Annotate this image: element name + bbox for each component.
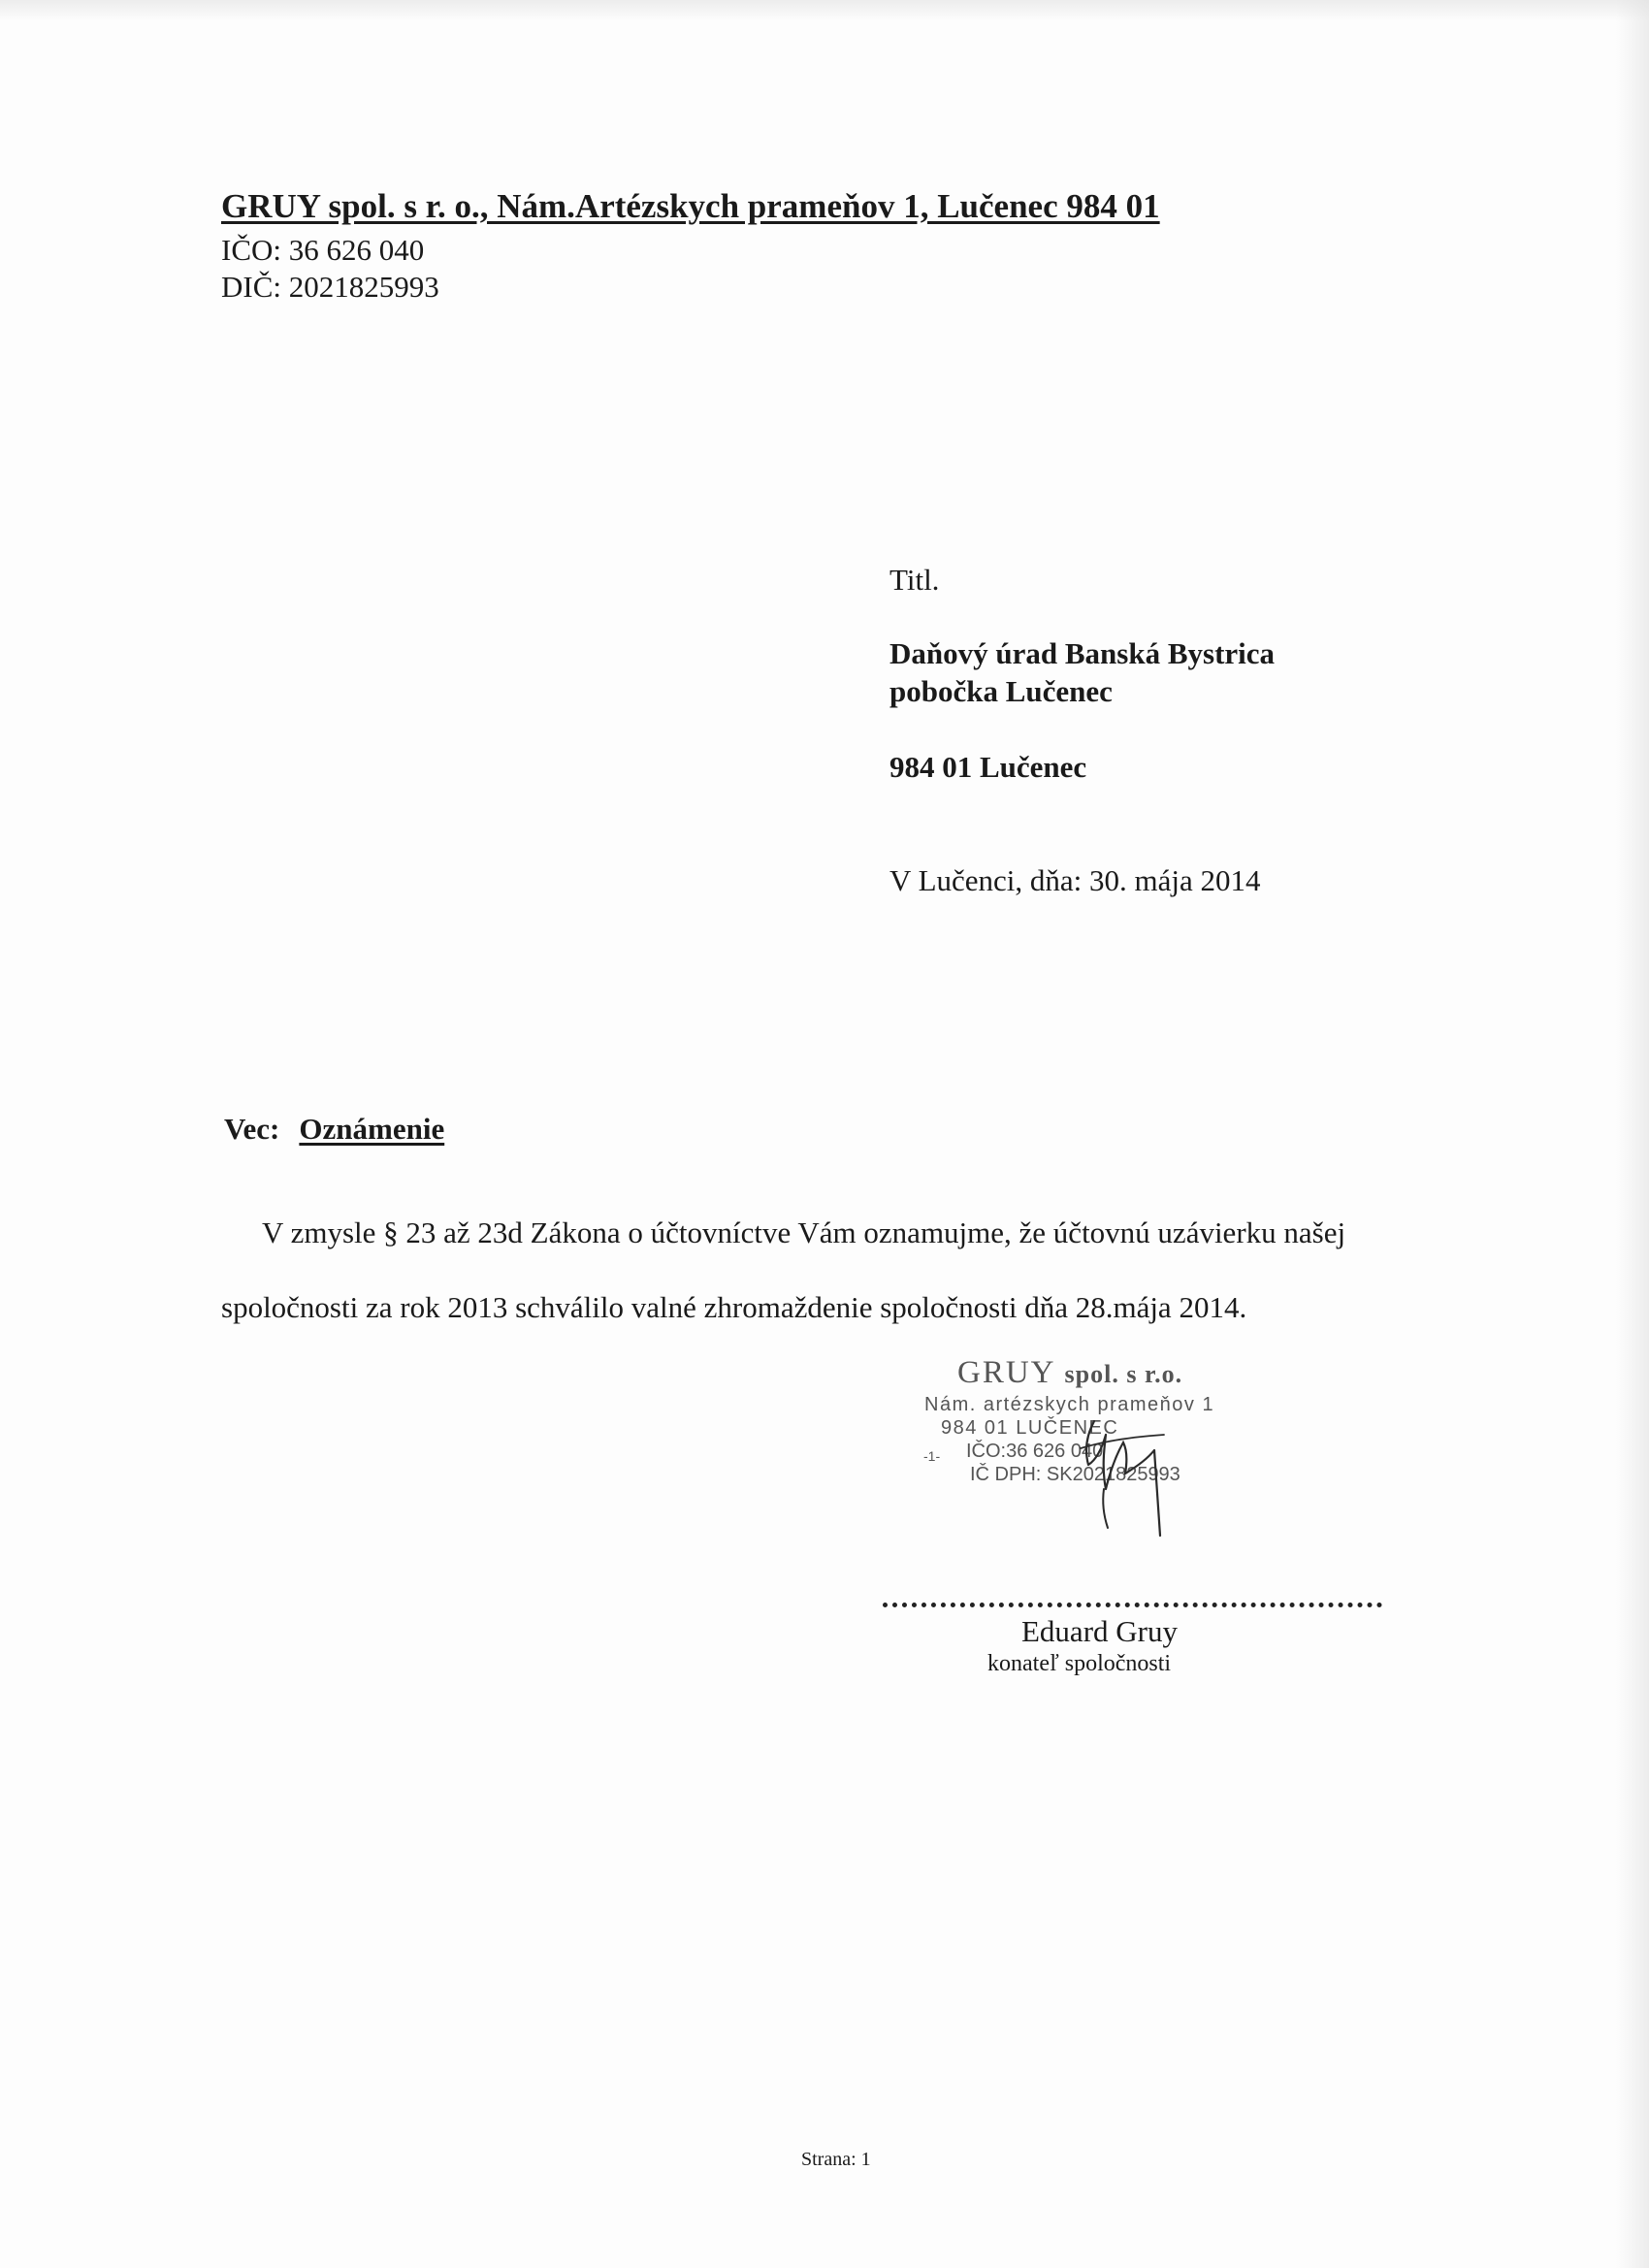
signer-name: Eduard Gruy <box>1021 1614 1178 1648</box>
stamp-side-mark: -1- <box>923 1448 941 1464</box>
handwritten-signature <box>1067 1392 1183 1538</box>
stamp-city: 984 01 LUČENEC <box>941 1417 1119 1439</box>
stamp-address: Nám. artézskych prameňov 1 <box>924 1394 1215 1415</box>
company-stamp <box>912 1355 1280 1549</box>
recipient-salutation: Titl. <box>889 563 940 597</box>
date-line: V Lučenci, dňa: 30. mája 2014 <box>889 863 1261 897</box>
company-ico: IČO: 36 626 040 <box>221 233 425 267</box>
page-footer: Strana: 1 <box>801 2149 871 2170</box>
stamp-dph: IČ DPH: SK2021825993 <box>970 1464 1180 1485</box>
subject-line <box>224 1112 444 1147</box>
stamp-title-suffix: spol. s r.o. <box>1064 1360 1183 1388</box>
signer-role: konateľ spoločnosti <box>987 1651 1172 1676</box>
body-text-line-1: V zmysle § 23 až 23d Zákona o účtovníctve Vám oznamujme, že účtovnú uzávierku našej <box>262 1215 1346 1249</box>
stamp-title-name: GRUY <box>957 1355 1055 1390</box>
recipient-office-name: Daňový úrad Banská Bystrica <box>889 636 1276 670</box>
scan-edge-shadow <box>1616 0 1649 2268</box>
subject-value: Oznámenie <box>299 1112 445 1146</box>
scan-top-shadow <box>0 0 1649 21</box>
subject-label: Vec: <box>224 1112 280 1146</box>
stamp-title <box>957 1355 1182 1391</box>
company-header: GRUY spol. s r. o., Nám.Artézskych prameňov 1, Lučenec 984 01 <box>221 187 1160 225</box>
company-dic: DIČ: 2021825993 <box>221 270 439 304</box>
signature-dotted-line <box>883 1603 1382 1607</box>
recipient-office-city: 984 01 Lučenec <box>889 750 1087 784</box>
stamp-ico: IČO:36 626 040 <box>966 1441 1104 1462</box>
body-text-line-2: spoločnosti za rok 2013 schválilo valné zhromaždenie spoločnosti dňa 28.mája 2014. <box>221 1290 1247 1324</box>
recipient-office-branch: pobočka Lučenec <box>889 674 1113 708</box>
